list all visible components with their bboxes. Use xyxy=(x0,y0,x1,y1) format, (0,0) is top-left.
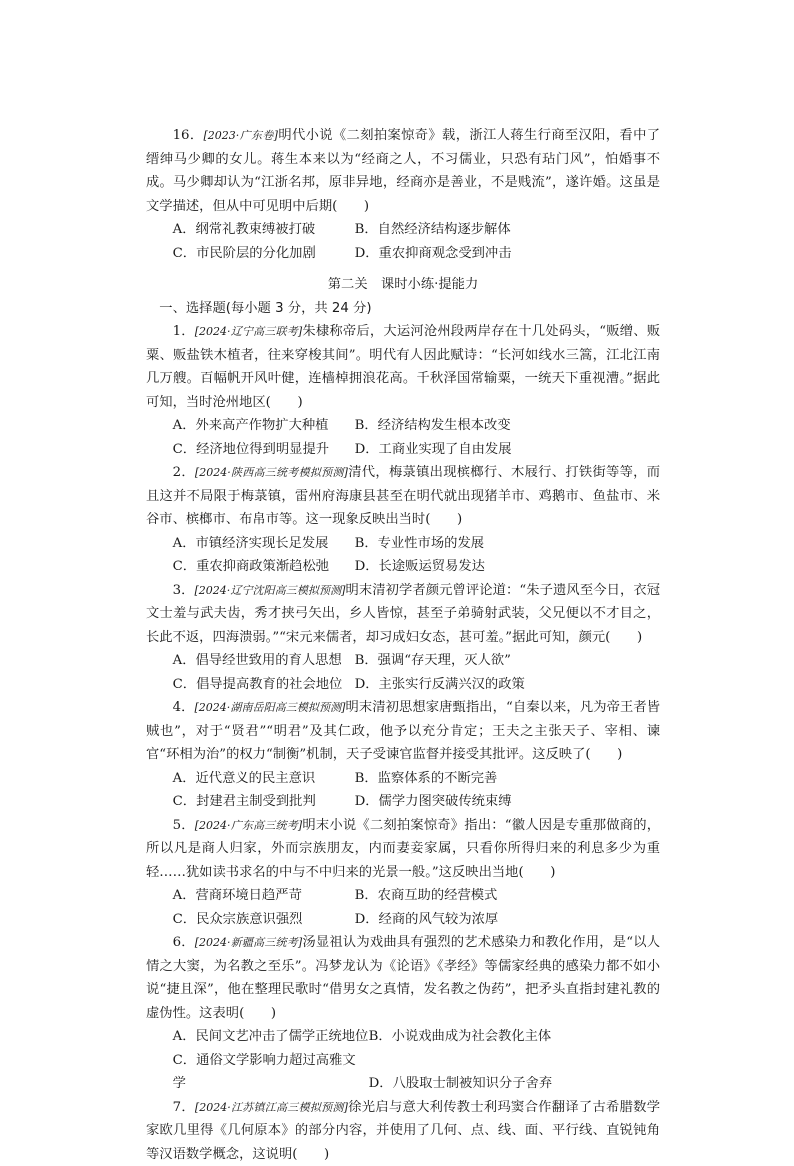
options-row xyxy=(146,414,660,438)
options-row xyxy=(146,649,660,673)
question-source: [2024·湖南岳阳高三模拟预测] xyxy=(195,701,346,714)
options-row xyxy=(146,884,660,908)
question-stem xyxy=(146,579,660,650)
option-c: C．市民阶层的分化加剧 xyxy=(173,242,355,266)
option-b: B．强调“存天理，灭人欲” xyxy=(355,649,511,673)
question-stem xyxy=(146,696,660,767)
question-number: 16． xyxy=(173,128,204,143)
option-d: D．重农抑商观念受到冲击 xyxy=(355,242,512,266)
option-a: A．近代意义的民主意识 xyxy=(173,767,355,791)
question-source: [2024·陕西高三统考模拟预测] xyxy=(195,466,348,479)
question-6 xyxy=(146,931,660,1096)
options-row xyxy=(146,767,660,791)
question-stem xyxy=(146,320,660,414)
option-c: C．重农抑商政策渐趋松弛 xyxy=(173,555,355,579)
question-stem xyxy=(146,1096,660,1166)
option-c: C．倡导提高教育的社会地位 xyxy=(173,673,355,697)
question-2 xyxy=(146,461,660,579)
options-row xyxy=(146,218,660,242)
option-c: C．民众宗族意识强烈 xyxy=(173,908,355,932)
option-a: A．纲常礼教束缚被打破 xyxy=(173,218,355,242)
question-stem xyxy=(146,461,660,532)
option-b: B．监察体系的不断完善 xyxy=(355,767,498,791)
options-row xyxy=(146,242,660,266)
question-1 xyxy=(146,320,660,461)
question-source: [2024·辽宁高三联考] xyxy=(195,325,302,338)
options-row xyxy=(146,1025,660,1049)
option-a: A．营商环境日趋严苛 xyxy=(173,884,355,908)
option-b: B．经济结构发生根本改变 xyxy=(355,414,511,438)
question-number: 3． xyxy=(173,583,195,598)
options-row xyxy=(146,532,660,556)
question-text: 明末小说《二刻拍案惊奇》指出：“徽人因是专重那做商的，所以凡是商人归家，外而宗族朋友，内而妻妾家属，只看你所得归来的利息多少为重轻……犹如读书求名的中与不中归来的光景一般。”这反映出当地( ) xyxy=(146,818,660,880)
question-text: 徐光启与意大利传教士利玛窦合作翻译了古希腊数学家欧几里得《几何原本》的部分内容，并使用了几何、点、线、面、平行线、直锐钝角等汉语数学概念，这说明( ) xyxy=(146,1100,660,1162)
option-d: D．长途贩运贸易发达 xyxy=(355,555,485,579)
option-d: D．八股取士制被知识分子舍弃 xyxy=(369,1072,553,1096)
question-4 xyxy=(146,696,660,814)
document-page xyxy=(146,124,660,1166)
option-a: A．倡导经世致用的育人思想 xyxy=(173,649,355,673)
question-text: 朱棣称帝后，大运河沧州段两岸存在十几处码头，“贩缯、贩粟、贩盐铁木植者，往来穿梭其间”。明代有人因此赋诗：“长河如线水三篙，江北江南几万艘。百幅帆开风叶健，连樯棹拥浪花高。千秋泽国常输粟，一统天下重视漕。”据此可知，当时沧州地区( ) xyxy=(146,324,660,410)
option-b: B．农商互助的经营模式 xyxy=(355,884,498,908)
question-source: [2023·广东卷] xyxy=(204,129,278,142)
options-row xyxy=(146,555,660,579)
question-source: [2024·广东高三统考] xyxy=(195,819,302,832)
options-row xyxy=(146,1049,660,1096)
option-a: A．外来高产作物扩大种植 xyxy=(173,414,355,438)
question-source: [2024·江苏镇江高三模拟预测] xyxy=(195,1101,348,1114)
option-d: D．主张实行反满兴汉的政策 xyxy=(355,673,525,697)
options-row xyxy=(146,908,660,932)
question-7 xyxy=(146,1096,660,1166)
option-a: A．市镇经济实现长足发展 xyxy=(173,532,355,556)
question-text: 明代小说《二刻拍案惊奇》载，浙江人蒋生行商至汉阳，看中了缙绅马少卿的女儿。蒋生本来以为“经商之人，不习儒业，只恐有玷门风”，怕婚事不成。马少卿却认为“江浙名邦，原非异地，经商亦是善业，不是贱流”，遂许婚。这虽是文学描述，但从中可见明中后期( ) xyxy=(146,128,660,214)
question-number: 7． xyxy=(173,1100,195,1115)
question-text: 清代，梅菉镇出现槟榔行、木屐行、打铁街等等，而且这并不局限于梅菉镇，雷州府海康县甚至在明代就出现猪羊市、鸡鹅市、鱼盐市、米谷市、槟榔市、布帛市等。这一现象反映出当时( ) xyxy=(146,465,660,527)
options-row xyxy=(146,673,660,697)
option-d: D．儒学力图突破传统束缚 xyxy=(355,790,512,814)
question-text: 明末清初学者颜元曾评论道：“朱子遗风至今日，衣冠文士羞与武夫齿，秀才挟弓矢出，乡人皆惊，甚至子弟骑射武装，父兄便以不才目之，长此不返，四海溃弱。”“宋元来儒者，却习成妇女态，甚可羞。”据此可知，颜元( ) xyxy=(146,583,660,645)
option-b: B．自然经济结构逐步解体 xyxy=(355,218,511,242)
option-b: B．专业性市场的发展 xyxy=(355,532,484,556)
question-number: 4． xyxy=(173,700,195,715)
question-source: [2024·新疆高三统考] xyxy=(195,936,302,949)
options-row xyxy=(146,438,660,462)
option-c: C．封建君主制受到批判 xyxy=(173,790,355,814)
section-subtitle: 一、选择题(每小题 3 分，共 24 分) xyxy=(146,297,660,321)
question-text: 汤显祖认为戏曲具有强烈的艺术感染力和教化作用，是“以人情之大窦，为名教之至乐”。冯梦龙认为《论语》《孝经》等儒家经典的感染力都不如小说“捷且深”，他在整理民歌时“借男女之真情，发名教之伪药”，把矛头直指封建礼教的虚伪性。这表明( ) xyxy=(146,935,660,1021)
question-3 xyxy=(146,579,660,697)
question-number: 6． xyxy=(173,935,195,950)
question-stem xyxy=(146,814,660,885)
question-number: 1． xyxy=(173,324,195,339)
options-row xyxy=(146,790,660,814)
option-b: B．小说戏曲成为社会教化主体 xyxy=(369,1025,552,1049)
question-source: [2024·辽宁沈阳高三模拟预测] xyxy=(195,584,346,597)
option-c: C．通俗文学影响力超过高雅文学 xyxy=(173,1049,369,1096)
question-16 xyxy=(146,124,660,265)
section-title: 第二关 课时小练·提能力 xyxy=(146,273,660,297)
option-a: A．民间文艺冲击了儒学正统地位 xyxy=(173,1025,369,1049)
question-number: 2． xyxy=(173,465,195,480)
question-stem xyxy=(146,931,660,1025)
option-c: C．经济地位得到明显提升 xyxy=(173,438,355,462)
question-5 xyxy=(146,814,660,932)
question-stem xyxy=(146,124,660,218)
question-text: 明末清初思想家唐甄指出，“自秦以来，凡为帝王者皆贼也”，对于“贤君”“明君”及其仁政，他予以充分肯定；王夫之主张天子、宰相、谏官“环相为治”的权力“制衡”机制，天子受谏官监督并接受其批评。这反映了( ) xyxy=(146,700,660,762)
option-d: D．经商的风气较为浓厚 xyxy=(355,908,499,932)
option-d: D．工商业实现了自由发展 xyxy=(355,438,512,462)
question-number: 5． xyxy=(173,818,195,833)
